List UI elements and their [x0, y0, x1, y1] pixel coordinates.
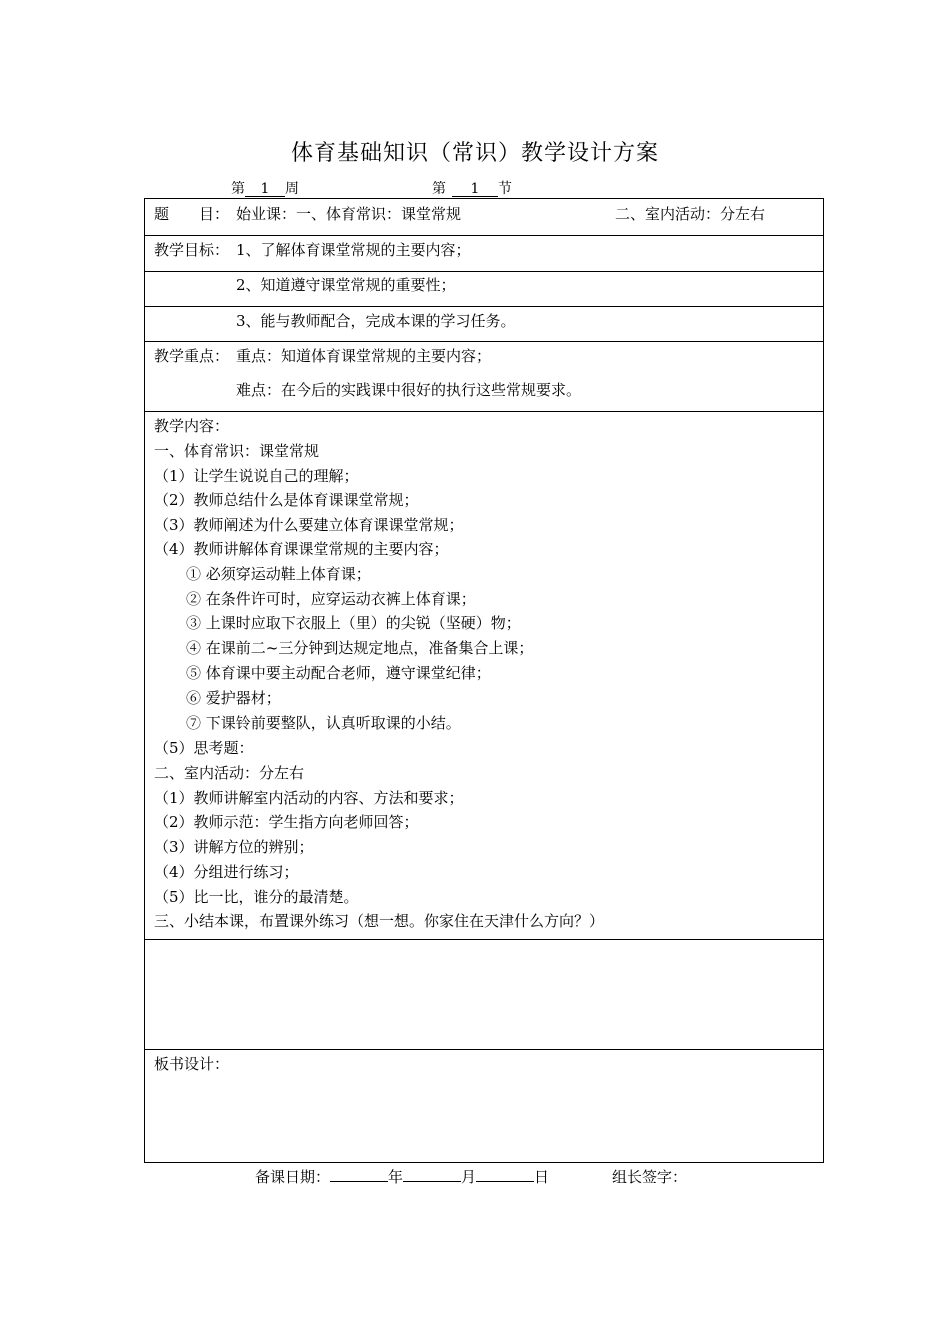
content-line: （2）教师总结什么是体育课课堂常规；: [154, 491, 419, 509]
year-label: 年: [388, 1168, 404, 1186]
section-prefix: 第: [432, 181, 446, 197]
content-subitem: ④ 在课前二~三分钟到达规定地点，准备集合上课；: [186, 639, 534, 657]
content-label: 教学内容：: [154, 417, 230, 435]
content-subitem: ② 在条件许可时，应穿运动衣裤上体育课；: [186, 590, 476, 608]
section-field: [432, 178, 512, 198]
content-subitem: ③ 上课时应取下衣服上（里）的尖锐（坚硬）物；: [186, 614, 521, 632]
week-field: [231, 178, 299, 198]
content-subitem: ⑦ 下课铃前要整队，认真听取课的小结。: [186, 714, 461, 732]
blank-row: [144, 939, 824, 1050]
section-suffix: 节: [498, 181, 512, 197]
week-suffix: 周: [285, 181, 299, 197]
day-blank: [476, 1181, 534, 1182]
content-subitem: ⑥ 爱护器材；: [186, 689, 281, 707]
topic-part2: 二、室内活动：分左右: [615, 205, 766, 223]
key-points-label: 教学重点：: [154, 347, 230, 365]
goal-item-3: 3、能与教师配合，完成本课的学习任务。: [236, 312, 516, 330]
year-blank: [330, 1181, 388, 1182]
content-line: （5）思考题：: [154, 739, 254, 757]
week-number: 1: [245, 182, 285, 197]
goal-item-2: 2、知道遵守课堂常规的重要性；: [236, 276, 456, 294]
footer-date: [255, 1166, 549, 1187]
board-design-row: [144, 1049, 824, 1163]
goal-item-1: 1、了解体育课堂常规的主要内容；: [236, 241, 471, 259]
content-line: （4）分组进行练习；: [154, 863, 299, 881]
date-label: 备课日期：: [255, 1168, 331, 1186]
topic-part1: 始业课：一、体育常识：课堂常规: [236, 205, 462, 223]
section-number: 1: [452, 182, 498, 197]
content-line: （3）讲解方位的辨别；: [154, 838, 314, 856]
day-label: 日: [534, 1168, 550, 1186]
week-prefix: 第: [231, 181, 245, 197]
page-title: 体育基础知识（常识）教学设计方案: [290, 141, 659, 166]
content-line: （5）比一比，谁分的最清楚。: [154, 888, 359, 906]
content-line: （2）教师示范：学生指方向老师回答；: [154, 813, 419, 831]
board-design-label: 板书设计：: [154, 1055, 230, 1073]
month-label: 月: [461, 1168, 477, 1186]
content-line: （3）教师阐述为什么要建立体育课课堂常规；: [154, 516, 464, 534]
content-line: 二、室内活动：分左右: [154, 764, 305, 782]
content-subitem: ⑤ 体育课中要主动配合老师，遵守课堂纪律；: [186, 664, 491, 682]
difficult-point: 难点：在今后的实践课中很好的执行这些常规要求。: [236, 381, 582, 399]
month-blank: [403, 1181, 461, 1182]
topic-label: 题 目：: [154, 205, 230, 223]
content-line: （1）让学生说说自己的理解；: [154, 467, 359, 485]
key-point: 重点：知道体育课堂常规的主要内容；: [236, 347, 492, 365]
goals-label: 教学目标：: [154, 241, 230, 259]
content-line: （4）教师讲解体育课课堂常规的主要内容；: [154, 540, 449, 558]
content-line: （1）教师讲解室内活动的内容、方法和要求；: [154, 789, 464, 807]
content-line: 一、体育常识：课堂常规: [154, 442, 320, 460]
content-line: 三、小结本课，布置课外练习（想一想。你家住在天津什么方向？）: [154, 912, 605, 930]
content-subitem: ① 必须穿运动鞋上体育课；: [186, 565, 371, 583]
signature-label: 组长签字：: [612, 1168, 688, 1186]
